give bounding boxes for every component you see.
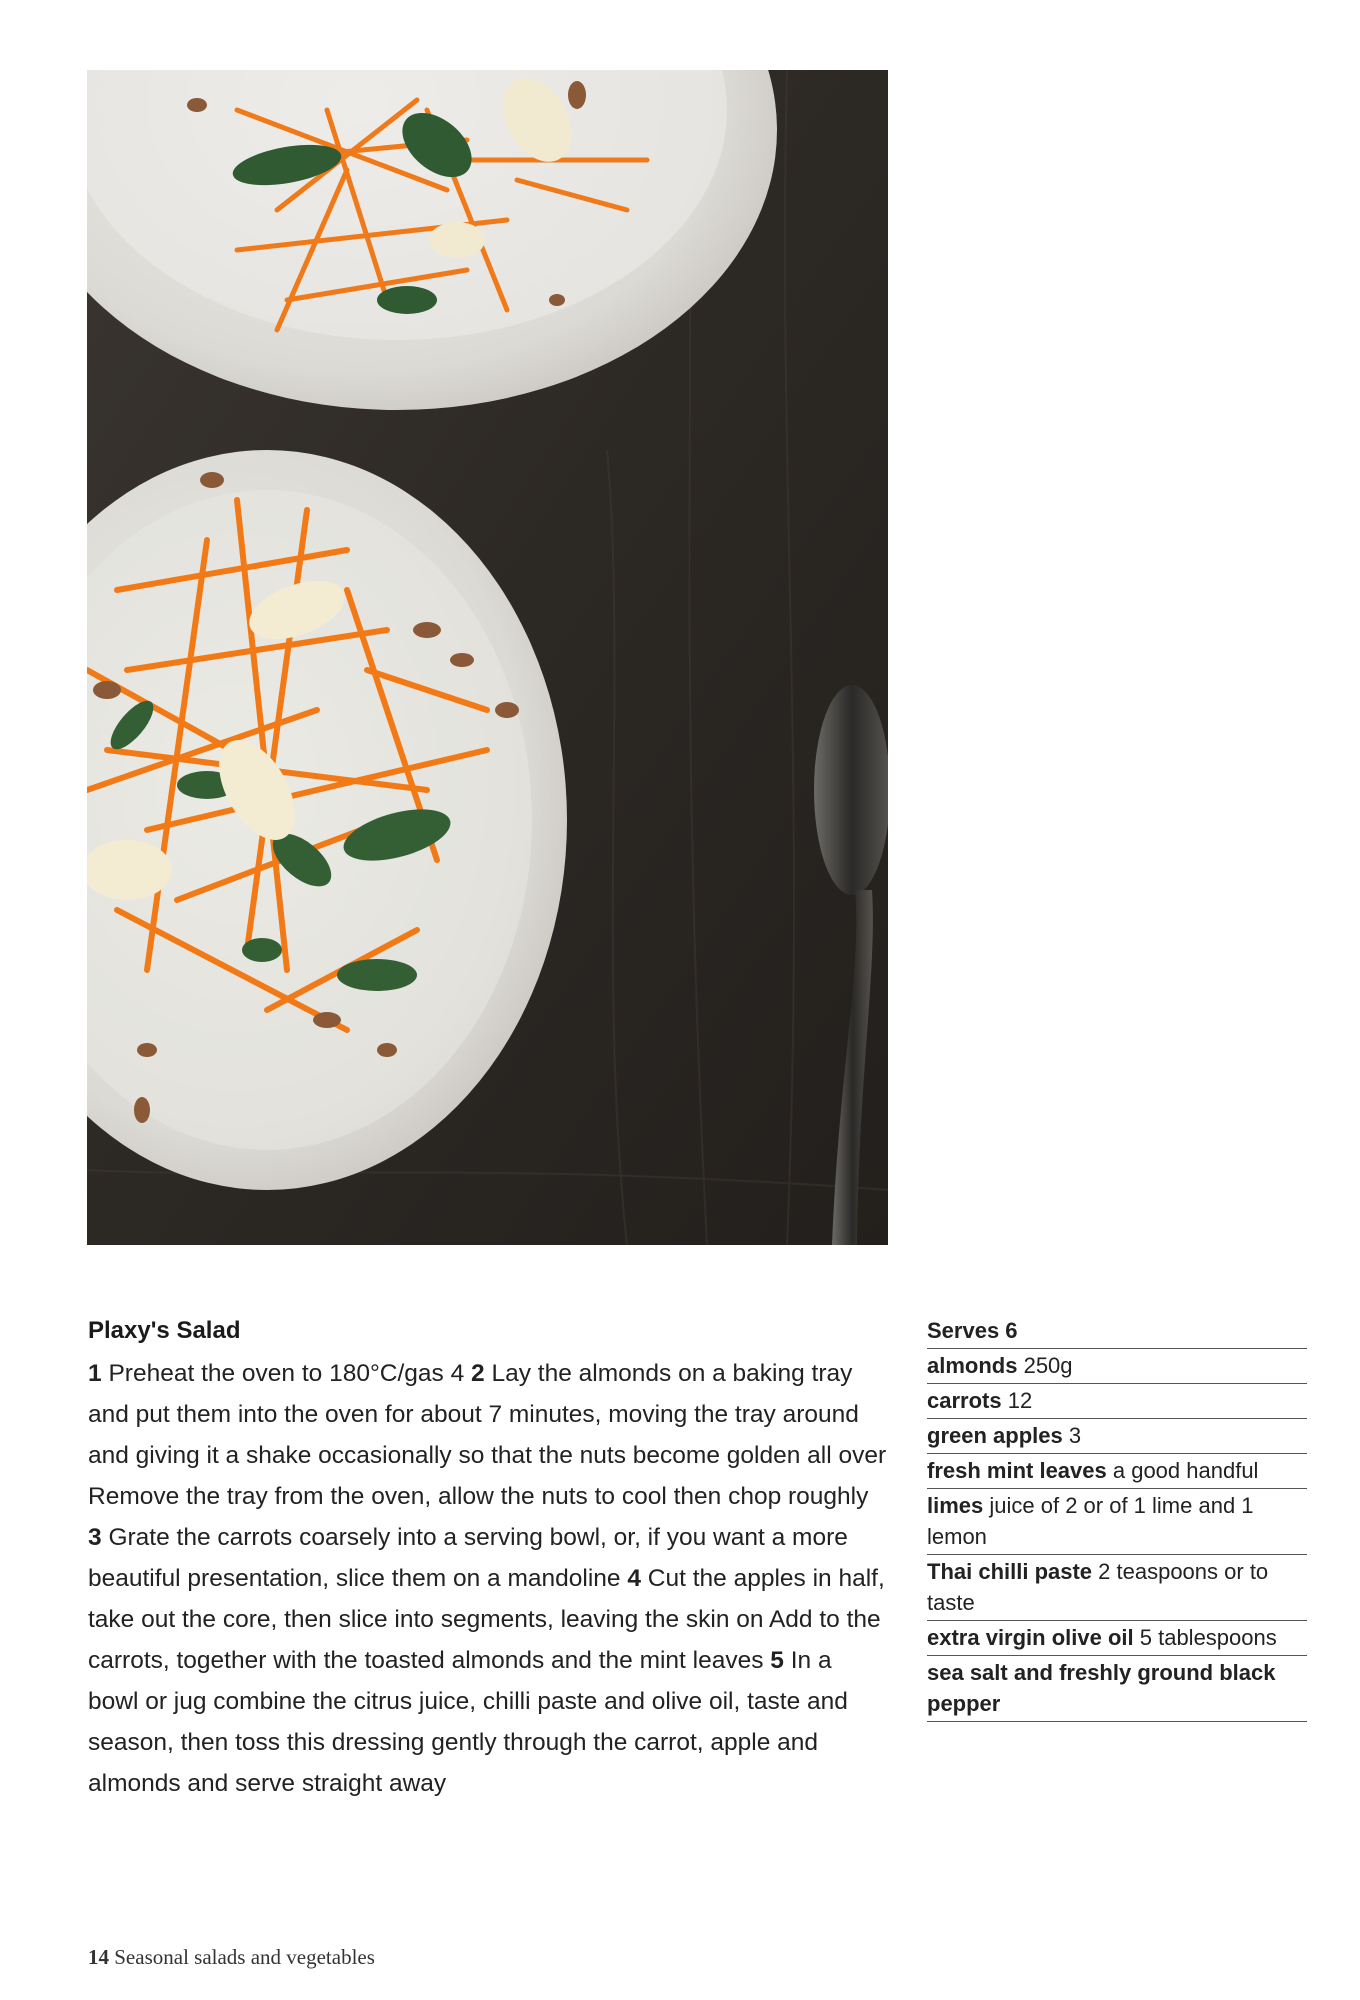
method-text: [88, 1353, 888, 1804]
step-text: Cut the apples in half, take out the core, then slice into segments, leaving the skin on Add to the carrots, together with the toasted almonds and the mint leaves: [88, 1565, 885, 1674]
step-number: 5: [770, 1647, 784, 1674]
step-number: 2: [471, 1360, 485, 1387]
ingredient-row: almonds 250g: [927, 1349, 1307, 1384]
step-text: Preheat the oven to 180°C/gas 4: [101, 1360, 472, 1387]
step-number: 1: [88, 1360, 102, 1387]
page-number: 14: [88, 1945, 109, 1969]
section-title: Seasonal salads and vegetables: [109, 1945, 375, 1969]
page-footer: [88, 1945, 375, 1970]
ingredient-row: carrots 12: [927, 1384, 1307, 1419]
recipe-section: [88, 1315, 888, 1804]
step-text: Grate the carrots coarsely into a serving bowl, or, if you want a more beautiful presentation, slice them on a mandoline: [88, 1524, 848, 1592]
ingredient-row: sea salt and freshly ground black pepper: [927, 1656, 1307, 1722]
ingredient-row: green apples 3: [927, 1419, 1307, 1454]
step-number: 4: [627, 1565, 641, 1592]
ingredient-row: Thai chilli paste 2 teaspoons or to taste: [927, 1555, 1307, 1621]
salad-photo: [87, 70, 888, 1245]
ingredient-row: extra virgin olive oil 5 tablespoons: [927, 1621, 1307, 1656]
ingredient-row: fresh mint leaves a good handful: [927, 1454, 1307, 1489]
step-number: 3: [88, 1524, 102, 1551]
ingredients-list: [927, 1314, 1307, 1722]
serves-row: Serves 6: [927, 1314, 1307, 1349]
step-text: In a bowl or jug combine the citrus juice, chilli paste and olive oil, taste and season, then toss this dressing gently through the carrot, apple and almonds and serve straight away: [88, 1647, 848, 1797]
ingredient-row: limes juice of 2 or of 1 lime and 1 lemon: [927, 1489, 1307, 1555]
step-text: Lay the almonds on a baking tray and put them into the oven for about 7 minutes, moving the tray around and giving it a shake occasionally so that the nuts become golden all over Remove the tray from the oven, allow the nuts to cool then chop roughly: [88, 1360, 887, 1510]
recipe-title: Plaxy's Salad: [88, 1317, 241, 1344]
